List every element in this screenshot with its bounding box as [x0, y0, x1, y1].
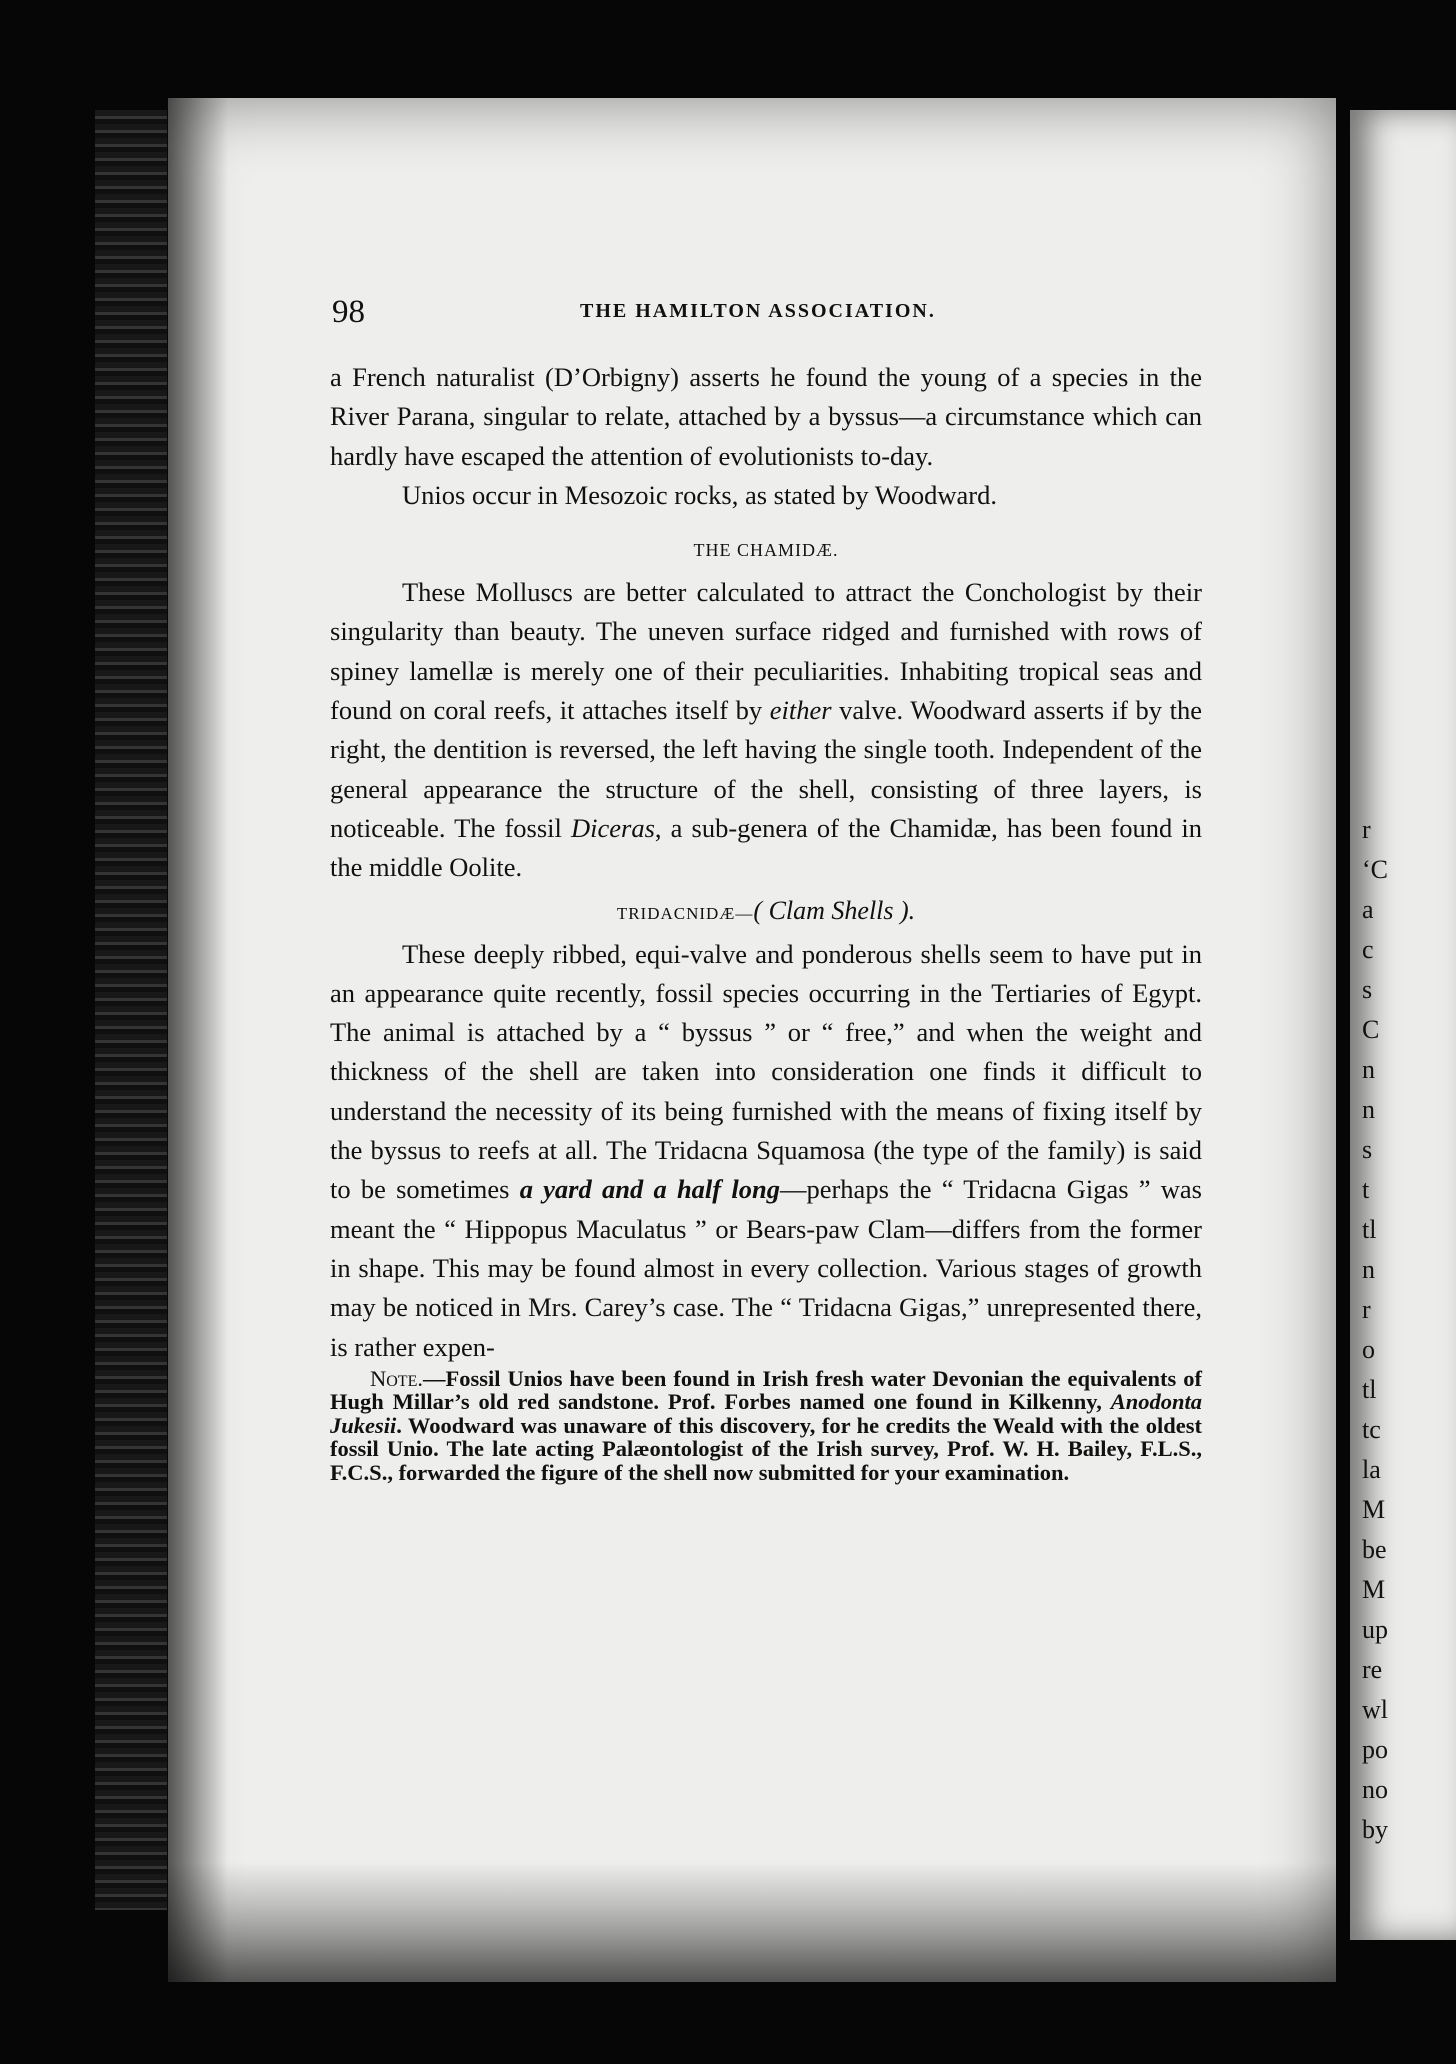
- facing-page-fragment: r: [1362, 815, 1371, 844]
- facing-page-fragment: re: [1362, 1655, 1383, 1684]
- facing-page-text: [1362, 810, 1452, 1850]
- paragraph-chamidae: [330, 573, 1202, 887]
- page-header: [332, 294, 1162, 334]
- facing-page-fragment: t: [1362, 1175, 1370, 1204]
- facing-page-fragment: be: [1362, 1535, 1387, 1564]
- paragraph-chamidae-part-a: These Molluscs are better calculated to attract the Conchologist by their singularity than beauty. The uneven surface ridged and furnished with rows of spiney lamellæ is merely one of their peculiarities. Inhabiting tropical seas and found on coral reefs, it attaches itself by: [330, 577, 1202, 726]
- emphasis-either: either: [769, 695, 832, 726]
- facing-page-fragment: la: [1362, 1455, 1381, 1484]
- emphasis-diceras: Diceras: [571, 812, 655, 843]
- facing-page-fragment: ‘C: [1362, 855, 1388, 884]
- facing-page-fragment: n: [1362, 1095, 1375, 1124]
- facing-page-fragment: a: [1362, 895, 1374, 924]
- facing-page-fragment: by: [1362, 1815, 1388, 1844]
- facing-page-fragment: up: [1362, 1615, 1388, 1644]
- facing-page-fragment: tl: [1362, 1375, 1377, 1404]
- facing-page: [1350, 110, 1456, 1940]
- paragraph-chamidae-part-c: , a sub-genera of the Chamidæ, has been found in the middle Oolite.: [330, 812, 1202, 883]
- facing-page-fragment: wl: [1362, 1695, 1388, 1724]
- facing-page-fragment: no: [1362, 1775, 1388, 1804]
- heading-tridacnidae-title: TRIDACNIDÆ—: [616, 903, 754, 923]
- facing-page-fragment: s: [1362, 975, 1373, 1004]
- facing-page-fragment: o: [1362, 1335, 1375, 1364]
- page-body: [330, 358, 1202, 1484]
- emphasis-yard-and-half: a yard and a half long: [519, 1174, 780, 1205]
- paragraph-chamidae-part-b: valve. Woodward asserts if by the right, the dentition is reversed, the left having the single tooth. Independent of the general appearance the structure of the shell, consisting of three layers, is noticeable. The fossil: [330, 695, 1202, 843]
- paragraph-tridacnidae-part-b: —perhaps the “ Tridacna Gigas ” was meant the “ Hippopus Maculatus ” or Bears-paw Clam—differs from the former in shape. This may be found almost in every collection. Various stages of growth may be noticed in Mrs. Carey’s case. The “ Tridacna Gigas,” unrepresented there, is rather expen-: [330, 1174, 1202, 1362]
- facing-page-fragment: M: [1362, 1575, 1386, 1604]
- facing-page-fragment: n: [1362, 1055, 1375, 1084]
- facing-page-fragment: po: [1362, 1735, 1388, 1764]
- facing-page-fragment: tl: [1362, 1215, 1377, 1244]
- facing-page-fragment: s: [1362, 1135, 1373, 1164]
- paragraph-orbigny: a French naturalist (D’Orbigny) asserts he found the young of a species in the River Parana, singular to relate, attached by a byssus—a circumstance which can hardly have escaped the attention of evolutionists to-day.: [330, 362, 1202, 471]
- heading-chamidae: THE CHAMIDÆ.: [693, 540, 839, 561]
- page-number: 98: [332, 294, 365, 330]
- facing-page-fragment: M: [1362, 1495, 1386, 1524]
- running-head: THE HAMILTON ASSOCIATION.: [580, 300, 936, 322]
- paragraph-tridacnidae-part-a: These deeply ribbed, equi-valve and ponderous shells seem to have put in an appearance quite recently, fossil species occurring in the Tertiaries of Egypt. The animal is attached by a “ byssus ” or “ free,” and when the weight and thickness of the shell are taken into consideration one finds it difficult to understand the necessity of its being furnished with the means of fixing itself by the byssus to reefs at all. The Tridacna Squamosa (the type of the family) is said to be sometimes: [330, 938, 1202, 1205]
- facing-page-fragment: C: [1362, 1015, 1380, 1044]
- facing-page-fragment: c: [1362, 935, 1374, 964]
- footnote-part-b: . Woodward was unaware of this discovery, for he credits the Weald with the oldest fossil Unio. The late acting Palæontologist of the Irish survey, Prof. W. H. Bailey, F.L.S., F.C.S., forwarded the figure of the shell now submitted for your examination.: [330, 1412, 1202, 1485]
- book-gutter-edge: [95, 110, 167, 1910]
- footnote: [330, 1367, 1202, 1485]
- paragraph-unios: Unios occur in Mesozoic rocks, as stated by Woodward.: [402, 479, 997, 510]
- facing-page-fragment: tc: [1362, 1415, 1381, 1444]
- footnote-label: Note.: [370, 1365, 423, 1391]
- heading-tridacnidae: [330, 896, 1202, 929]
- footnote-part-a: —Fossil Unios have been found in Irish fresh water Devonian the equivalents of Hugh Millar’s old red sandstone. Prof. Forbes named one found in Kilkenny,: [330, 1365, 1202, 1415]
- facing-page-fragment: n: [1362, 1255, 1375, 1284]
- footnote-emphasis-anodonta: Anodonta Jukesii: [330, 1389, 1202, 1438]
- heading-tridacnidae-subtitle: ( Clam Shells ).: [753, 895, 916, 925]
- paragraph-tridacnidae: [330, 935, 1202, 1367]
- facing-page-fragment: r: [1362, 1295, 1371, 1324]
